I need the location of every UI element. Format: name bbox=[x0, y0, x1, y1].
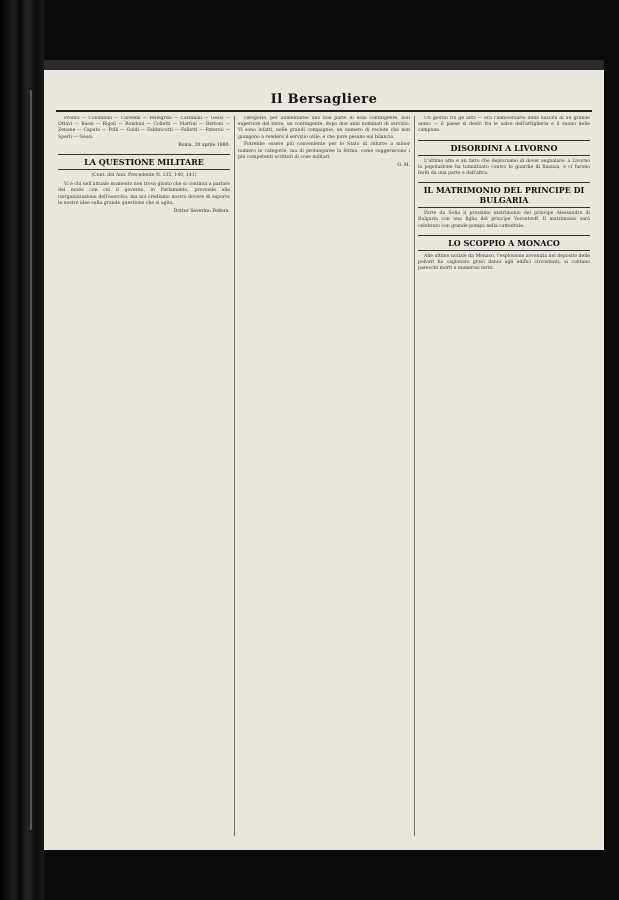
column-2 bbox=[238, 116, 410, 841]
article-signature: G. M. bbox=[397, 162, 410, 168]
column-3 bbox=[418, 116, 590, 841]
article-signature: Dottor Severino Fedora. bbox=[173, 209, 230, 215]
column-1 bbox=[58, 116, 230, 841]
article-text: Potrebbe essere più conveniente per lo Stato di ridurre a minor numero le categorie, ma di prolungarne la ferma, come suggeriscono i più competenti scrittori di cose militari. bbox=[238, 142, 410, 160]
article-headline: IL MATRIMONIO DEL PRINCIPE DI BULGARIA bbox=[418, 182, 590, 208]
article-headline: LO SCOPPIO A MONACO bbox=[418, 235, 590, 251]
article-text: Alle ultime notizie da Monaco, l'esplosione avvenuta nel deposito delle polveri ha cagionato gravi danni agli edifici circostanti; si contano parecchi morti e numerosi feriti. bbox=[418, 253, 590, 272]
binding-edge-line bbox=[30, 90, 32, 830]
article-text: Pronto — Colombini — Caredda — Pellegrini — Cardinali — Gessi — Ottavi — Bassi — Rigoli — Rondoni — Colletti — Martini — Bertoni — Zenone — Caputo — Polli — Guidi — Fabbricotti — Falletti — Paternò — Sperli — Gessi. bbox=[58, 116, 230, 140]
article-text: Parte da Sofia il prossimo matrimonio del principe Alessandro di Bulgaria con una figlia del principe Vorontzoff. Il matrimonio sarà celebrato con grande pompa nella cattedrale. bbox=[418, 211, 590, 229]
article-text: categorie, per aumentarne uno non parte di essa contingente, non superiore del terzo, un contingente, dopo due anni nominati di servizio. Vi sono infatti, nelle grandi compagnie, un numero di reclute che non giungono a rendere il servizio utile, e che pure pesano sul bilancio. bbox=[238, 116, 410, 140]
newspaper-page bbox=[44, 70, 604, 850]
book-binding bbox=[0, 0, 44, 900]
column-rule bbox=[414, 116, 415, 836]
article-text: L'ultimo atto è un fatto che deploriamo di dover segnalare: a Livorno la popolazione ha tumultuato contro le guardie di finanza, e ci furono feriti da una parte e dall'altra. bbox=[418, 158, 590, 177]
masthead bbox=[44, 88, 604, 108]
article-headline: LA QUESTIONE MILITARE bbox=[58, 154, 230, 170]
masthead-rule bbox=[56, 110, 592, 112]
article-text: Un giorno fra gli altri — era l'anniversario della nascita di un grande uomo — il paese si destò fra le salve dell'artiglieria e il suono delle campane. bbox=[418, 116, 590, 134]
article-text: Vi è chi nell'attuale momento non trova giusto che si continui a parlare del modo con cui il governo, in Parlamento, provvede alla riorganizzazione dell'esercito; ma noi crediamo nostro dovere di esporre le nostre idee sulla grande questione che si agita. bbox=[58, 182, 230, 206]
dateline: Roma, 30 aprile 1880. bbox=[178, 142, 230, 148]
article-headline: DISORDINI A LIVORNO bbox=[418, 140, 590, 156]
page-top-edge bbox=[44, 60, 604, 70]
column-rule bbox=[234, 116, 235, 836]
article-subtitle: (Cont. del Ann. Precedente N. 135, 140, 141) bbox=[91, 173, 197, 179]
masthead-title: Il Bersagliere bbox=[270, 92, 378, 107]
